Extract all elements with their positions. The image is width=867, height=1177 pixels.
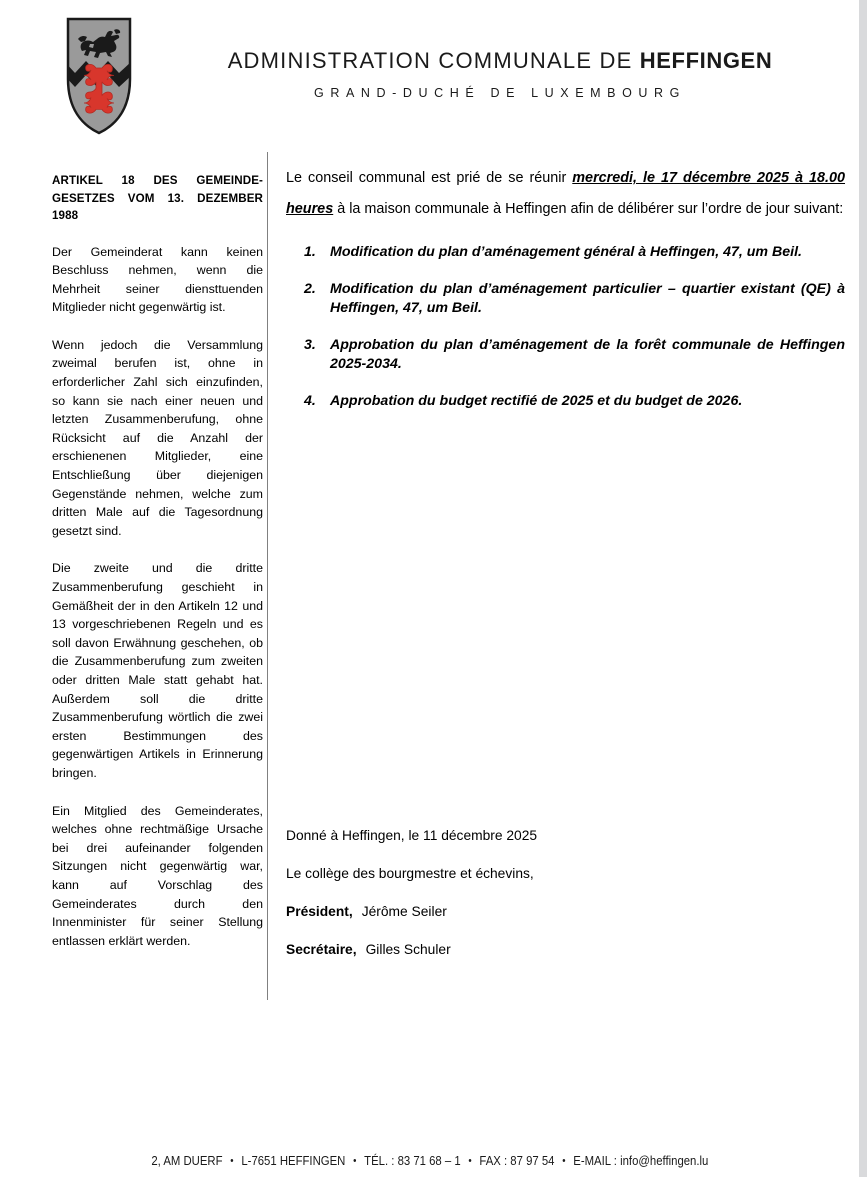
convocation-intro-after: à la maison communale à Heffingen afin de délibérer sur l’ordre de jour suivant: (333, 201, 844, 217)
header-title-block (155, 48, 845, 101)
legal-paragraph: Die zweite und die dritte Zusammenberufung geschieht in Gemäßheit der in den Artikeln 12 und 13 vorgeschriebenen Regeln und es soll davon Erwähnung geschehen, ob die Zusammenberufung zum zweiten oder dritten Male statt gehabt hat. Außerdem soll die dritte Zusammenberufung wörtlich die zwei ersten Bestimmungen des gegenwärtigen Artikels in Erinnerung bringen. (52, 561, 263, 780)
document-header (0, 0, 859, 145)
legal-reference-column (52, 172, 263, 950)
footer-fax: FAX : 87 97 54 (479, 1153, 555, 1168)
signature-secretary (286, 940, 786, 959)
organization-subtitle: GRAND-DUCHÉ DE LUXEMBOURG (314, 86, 686, 100)
footer-separator-icon: • (468, 1155, 472, 1167)
legal-paragraph: Wenn jedoch die Versammlung zweimal berufen ist, ohne in erforderlicher Zahl sich einzufinden, so kann sie nach einer neuen und letzten Zusammenberufung, ohne Rücksicht auf die Anzahl der erschienenen Mitglieder, eine Entschließung über diejenigen Gegenstände nehmen, welche zum dritten Male auf die Tagesordnung gesetzt sind. (52, 337, 263, 538)
footer-contact-line (151, 1153, 708, 1169)
meeting-datetime: mercredi, le 17 décembre 2025 à 18.00 heures (286, 170, 846, 217)
organization-title (155, 48, 845, 74)
convocation-intro (286, 163, 845, 225)
agenda-item-number: 3. (304, 336, 316, 353)
agenda-list (286, 243, 845, 411)
footer-separator-icon: • (561, 1155, 566, 1167)
footer-separator-icon: • (352, 1155, 357, 1167)
president-role-label: Président, (286, 904, 353, 919)
page-edge-strip (859, 0, 867, 1177)
agenda-item-number: 1. (304, 244, 316, 260)
convocation-column (286, 163, 845, 411)
convocation-intro-before: Le conseil communal est prié de se réunir (286, 170, 573, 186)
agenda-item-number: 2. (304, 280, 316, 297)
president-name: Jérôme Seiler (361, 904, 447, 919)
legal-reference-heading: ARTIKEL 18 DES GEMEINDE-GESETZES VOM 13. DEZEMBER 1988 (52, 174, 263, 222)
column-divider (267, 152, 268, 1000)
agenda-item-text: Approbation du plan d’aménagement de la forêt communale de Heffingen 2025-2034. (330, 336, 845, 372)
secretary-name: Gilles Schuler (365, 942, 451, 957)
signature-place-date: Donné à Heffingen, le 11 décembre 2025 (286, 828, 538, 843)
footer-separator-icon: • (229, 1155, 234, 1167)
signature-block (286, 826, 786, 959)
agenda-item-text: Approbation du budget rectifié de 2025 et du budget de 2026. (330, 392, 743, 409)
footer-address: 2, AM DUERF (150, 1153, 223, 1168)
legal-paragraph: Der Gemeinderat kann keinen Beschluss nehmen, wenn die Mehrheit seiner diensttuenden Mitglieder nicht gegenwärtig ist. (52, 244, 263, 315)
agenda-item-text: Modification du plan d’aménagement particulier – quartier existant (QE) à Heffingen, 47, um Beil. (330, 280, 845, 316)
agenda-item (286, 392, 845, 412)
footer-postal-city: L-7651 HEFFINGEN (241, 1153, 346, 1168)
signature-college-line: Le collège des bourgmestre et échevins, (286, 866, 534, 881)
agenda-item (286, 336, 845, 375)
agenda-item-number: 4. (304, 392, 316, 409)
agenda-item (286, 280, 845, 319)
legal-paragraph: Ein Mitglied des Gemeinderates, welches ohne rechtmäßige Ursache bei drei aufeinander folgenden Sitzungen nicht gegenwärtig war, kann auf Vorschlag des Gemeinderates durch den Innenminister für seiner Stellung entlassen erklärt werden. (52, 803, 263, 948)
coat-of-arms-icon (66, 17, 132, 135)
agenda-item (286, 243, 845, 263)
signature-president (286, 902, 786, 921)
secretary-role-label: Secrétaire, (286, 942, 357, 957)
agenda-item-text: Modification du plan d’aménagement général à Heffingen, 47, um Beil. (330, 244, 802, 260)
organization-title-municipality: HEFFINGEN (639, 48, 773, 73)
footer-email: E-MAIL : info@heffingen.lu (572, 1153, 709, 1168)
organization-title-prefix: ADMINISTRATION COMMUNALE DE (227, 48, 640, 73)
footer-phone: TÉL. : 83 71 68 – 1 (363, 1153, 461, 1168)
document-footer (0, 1152, 859, 1170)
